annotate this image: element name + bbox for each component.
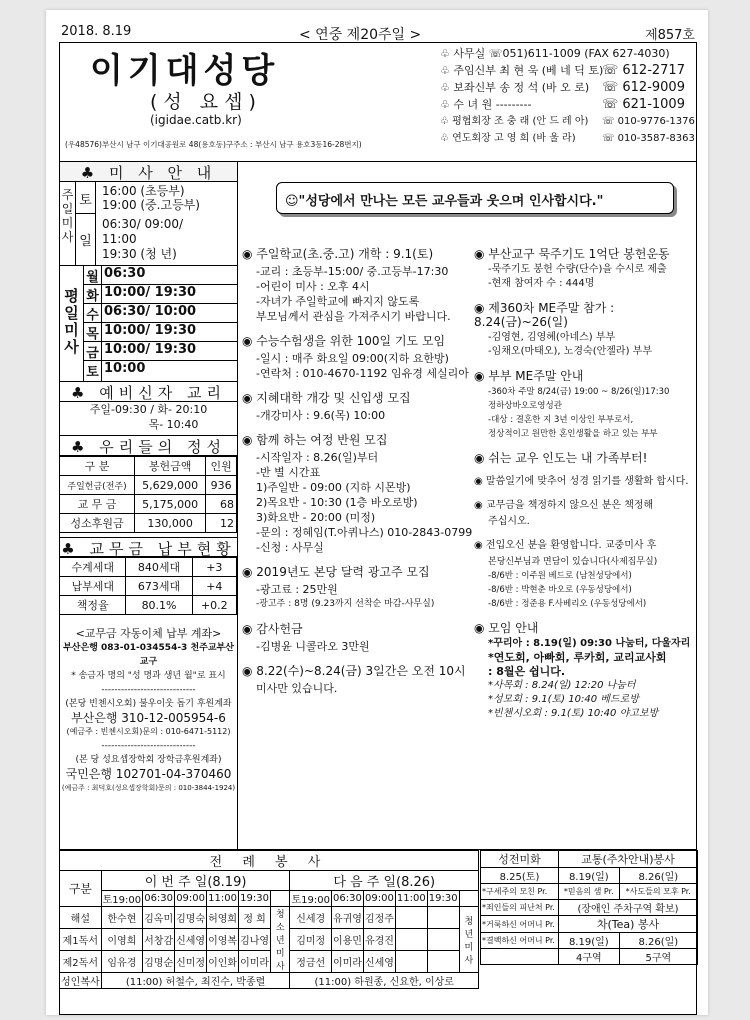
weekday-row: [84, 285, 237, 304]
saturday-label: 토: [76, 182, 96, 214]
parish-address: (우48576)부산시 남구 이기대공원로 48(용호동)구주소 : 부산시 남구 용호3동16-28번지): [65, 140, 362, 149]
weekday-name: 토: [84, 361, 102, 382]
parking-date: 8.26(일): [619, 868, 697, 884]
catechumen-schedule: [60, 402, 237, 436]
name-cell: 이인화: [207, 951, 239, 973]
mass-time: 06:30/ 09:00/: [102, 217, 184, 231]
bank-line: (본당 빈첸시오회) 불우이웃 돕기 후원계좌: [65, 699, 232, 709]
name-cell: 이용민: [331, 929, 363, 951]
notice-line: -시작일자 : 8.26(일)부터: [256, 451, 379, 464]
mass-time: 19:30 (청 년): [102, 247, 177, 261]
contact-label: ♧ 연도회장 고 영 희 (바 울 라): [440, 133, 576, 144]
this-week-header: 이 번 주 일(8.19): [101, 871, 290, 891]
name-cell: 정금선: [290, 951, 331, 973]
notice-line: 주십시오.: [488, 516, 530, 527]
contact-row: [440, 130, 695, 147]
notice-line: : 8월은 쉽니다.: [488, 665, 566, 678]
name-cell: 이미라: [331, 951, 363, 973]
notice-line: -대상 : 결혼한 지 3년 이상인 부부로서,: [488, 415, 634, 425]
contact-label: ♧ 사무실 ☏051)611-1009 (FAX 627-4030): [440, 47, 670, 60]
tea-date: 8.19(일): [559, 933, 620, 949]
notice-heading: ◉ 수능수험생을 위한 100일 기도 모임: [242, 334, 446, 348]
tea-date: 8.26(일): [619, 933, 697, 949]
weekday-row: [84, 304, 237, 323]
bank-line: (예금주 : 빈첸시오회)문의 : 010-6471-5112): [66, 727, 231, 736]
notice-item: [242, 565, 470, 612]
time-cell: 토19:00: [101, 891, 142, 907]
parking-cell: *믿음의 샘 Pr.: [559, 884, 620, 900]
notice-heading: ◉ 쉬는 교우 인도는 내 가족부터!: [474, 451, 648, 465]
bank-line: 부산은행 083-01-034554-3 천주교부산교구: [63, 643, 234, 667]
notice-line: -개강미사 : 9.6(목) 10:00: [256, 409, 386, 422]
contact-row: [440, 79, 695, 96]
contact-phone: ☏ 621-1009: [602, 97, 685, 112]
time-cell: 06:30: [143, 891, 175, 907]
contacts-list: [440, 45, 695, 147]
time-cell: 토19:00: [290, 891, 331, 907]
contact-label: ♧ 수 녀 원 ---------: [440, 98, 532, 111]
pray-cell: *구세주의 모친 Pr.: [481, 884, 559, 900]
mass-time: 19:00 (중.고등부): [102, 198, 200, 212]
offering-row: [60, 514, 237, 533]
issue-number: 제857호: [645, 28, 695, 43]
notice-heading: ◉ 제360차 ME주말 참가 : 8.24(금)~26(일): [474, 301, 615, 329]
weekday-row: [84, 266, 237, 285]
parking-date: 8.19(일): [559, 868, 620, 884]
contact-row: [440, 62, 695, 79]
weekday-time: 10:00/ 19:30: [104, 342, 197, 357]
contact-phone: ☏ 612-2717: [602, 63, 685, 78]
pray-cell: *결백하신 어머니 Pr.: [481, 933, 559, 949]
role-label: 제2독서: [60, 951, 102, 973]
offering-cell: 936: [206, 476, 237, 495]
weekday-time: 10:00/ 19:30: [104, 285, 197, 300]
youth-mass-label: 청소년미사: [271, 907, 290, 973]
helpers-next-week: (11:00) 하원종, 신요한, 이상로: [290, 973, 479, 989]
name-cell: 김옥미: [143, 907, 175, 929]
bank-line: -----------------------------: [101, 685, 196, 695]
notice-item: [242, 247, 470, 324]
gubun-header: 구분: [60, 871, 102, 907]
time-cell: 11:00: [207, 891, 239, 907]
pray-cell: *거룩하신 어머니 Pr.: [481, 916, 559, 933]
bank-line: (예금주 : 최덕호(성요셉장학회)문의 : 010-3844-1924): [61, 784, 236, 792]
weekday-name: 수: [84, 304, 102, 322]
notice-line: -광고주 : 8명 (9.23까지 선착순 마감-사무실): [256, 599, 435, 609]
name-cell: 이영희: [101, 929, 142, 951]
name-cell: 유귀영: [331, 907, 363, 929]
weekday-time: 10:00/ 19:30: [104, 323, 197, 338]
offering-row: [60, 476, 237, 495]
notice-line: *빈첸시오회 : 9.1(토) 10:40 야고보방: [488, 708, 659, 719]
name-cell: 신세영: [175, 929, 207, 951]
name-cell: 신세영: [363, 951, 395, 973]
dues-cell: +3: [192, 558, 236, 577]
column-header: 봉헌금액: [135, 457, 206, 476]
notice-item: [474, 621, 696, 721]
notice-line: *꾸리아 : 8.19(일) 09:30 나눔터, 다울자리: [488, 638, 691, 649]
notice-line: -8/6반 : 정준용 F.사베리오 (우동성당에서): [488, 599, 647, 609]
bank-accounts: [60, 627, 237, 795]
service-section: [59, 850, 697, 1015]
time-cell: 19:30: [239, 891, 271, 907]
dues-cell: 80.1%: [126, 596, 192, 615]
time-cell: 09:00: [363, 891, 395, 907]
contact-row: [440, 45, 695, 62]
notice-line: 부모님께서 관심을 가져주시기 바랍니다.: [256, 310, 451, 323]
dues-table: [60, 557, 237, 615]
weekday-mass-label: 평일미사: [60, 266, 84, 382]
offering-table: [60, 456, 237, 533]
notice-item: [242, 334, 470, 381]
next-week-header: 다 음 주 일(8.26): [290, 871, 479, 891]
pray-title: 성전미화: [481, 851, 559, 868]
name-cell: 김명숙: [175, 907, 207, 929]
notice-line: -8/6반 : 이주원 베드로 (남천성당에서): [488, 571, 632, 581]
notice-item: [474, 369, 696, 441]
offering-cell: 68: [206, 495, 237, 514]
service-row: [60, 951, 479, 973]
notice-item: [474, 539, 696, 611]
catechumen-line: 목- 10:40: [148, 418, 199, 431]
notice-item: [242, 391, 470, 423]
notice-line: *성모회 : 9.1(토) 10:40 베드로방: [488, 694, 639, 705]
weekday-rows: [84, 266, 237, 382]
dues-cell: 수계세대: [60, 558, 126, 577]
contact-phone: ☏ 010-3587-8363: [602, 133, 695, 144]
notice-heading: ◉ 8.22(수)~8.24(금) 3일간은 오전 10시: [242, 664, 466, 678]
notice-heading: ◉ 모임 안내: [474, 621, 539, 635]
liturgy-service-table: [59, 850, 479, 989]
dues-cell: 책정율: [60, 596, 126, 615]
service-row: [60, 929, 479, 951]
liturgical-week: < 연중 제20주일 >: [299, 27, 422, 43]
time-cell: 11:00: [395, 891, 427, 907]
name-cell: 서창감: [143, 929, 175, 951]
issue-date: 2018. 8.19: [61, 24, 132, 39]
mass-time: 16:00 (초등부): [102, 184, 185, 198]
notice-line: 2)목요반 - 10:30 (1층 바오로방): [256, 496, 418, 509]
notice-line: -현재 참여자 수 : 444명: [488, 278, 595, 289]
column-header: 구 분: [60, 457, 135, 476]
notice-line: 정하상바오로영성관: [488, 401, 562, 411]
notice-heading: ◉ 주일학교(초.중.고) 개학 : 9.1(토): [242, 247, 434, 261]
name-cell: 신세경: [290, 907, 331, 929]
notice-line: *연도회, 아빠회, 루카회, 교리교사회: [488, 651, 667, 664]
dues-row: [60, 596, 237, 615]
tea-cell: 5구역: [619, 949, 697, 965]
role-label: 제1독서: [60, 929, 102, 951]
bank-line: 부산은행 310-12-005954-6: [71, 711, 226, 725]
notice-line: -신청 : 사무실: [256, 541, 324, 554]
offering-header-row: [60, 457, 237, 476]
offering-row: [60, 495, 237, 514]
sunday-label: 일: [76, 214, 96, 266]
weekday-name: 금: [84, 342, 102, 360]
header-bar: [59, 22, 697, 42]
notice-line: -문의 : 정혜임(T.아퀴나스) 010-2843-0799: [256, 526, 473, 539]
notice-line: 3)화요반 - 20:00 (미정): [256, 511, 376, 524]
masthead: [59, 42, 697, 162]
bank-line: * 송금자 명의 "성 명과 생년 월"로 표시: [71, 671, 226, 681]
name-cell: 유경진: [363, 929, 395, 951]
notice-heading: ◉ 말씀일기에 맞추어 성경 읽기를 생활화 합시다.: [474, 476, 689, 487]
notice-line: -묵주기도 봉헌 수량(단수)을 수시로 제출: [488, 264, 667, 275]
bank-line: <교무금 자동이체 납부 계좌>: [75, 627, 222, 640]
helpers-label: 성인복사: [60, 973, 102, 989]
notice-heading: ◉ 감사헌금: [242, 622, 303, 636]
notices-left: [242, 247, 473, 706]
contact-label: ♧ 평협회장 조 충 래 (안 드 레 아): [440, 116, 589, 127]
bulletin-page: [46, 10, 708, 1015]
notice-heading: ◉ 전입오신 분을 환영합니다. 교중미사 후: [474, 540, 657, 551]
parking-cell: *사도들의 모후 Pr.: [619, 884, 697, 900]
helpers-row: [60, 973, 479, 989]
name-cell: 허영희: [207, 907, 239, 929]
service-row: [60, 907, 479, 929]
offering-cell: 130,000: [135, 514, 206, 533]
notice-line: 본당신부님과 면담이 있습니다(사제집무실): [488, 557, 658, 567]
notice-line: 미사만 있습니다.: [256, 682, 338, 695]
notice-line: -반 별 시간표: [256, 466, 321, 479]
side-service-table: [480, 850, 698, 965]
parking-note: (장애인 주차구역 확보): [559, 900, 698, 916]
notices-right: [474, 247, 696, 731]
name-cell: 김나영: [239, 929, 271, 951]
right-column: [238, 162, 698, 850]
offering-cell: 5,175,000: [135, 495, 206, 514]
name-cell: 정 희: [239, 907, 271, 929]
offering-cell: 교 무 금: [60, 495, 135, 514]
mass-guide-title: ♣ 미 사 안 내: [60, 162, 237, 182]
weekday-row: [84, 342, 237, 361]
notice-line: -연락처 : 010-4670-1192 임유경 세실리아: [256, 367, 469, 380]
notice-heading: ◉ 부부 ME주말 안내: [474, 369, 584, 383]
dues-row: [60, 558, 237, 577]
bank-line: -----------------------------: [101, 741, 196, 751]
service-title: 전 례 봉 사: [60, 851, 479, 871]
contact-row: [440, 96, 695, 113]
sunday-mass: [60, 182, 237, 266]
offering-title: ♣ 우리들의 정성: [60, 436, 237, 456]
offering-cell: 성소후원금: [60, 514, 135, 533]
notice-heading: ◉ 교무금을 책정하지 않으신 분은 책정해: [474, 500, 654, 511]
notice-item: [474, 475, 696, 489]
dues-cell: 840세대: [126, 558, 192, 577]
weekday-mass: [60, 266, 237, 382]
weekday-name: 월: [84, 266, 102, 284]
contact-phone: ☏ 612-9009: [602, 80, 685, 95]
notice-line: -자녀가 주일학교에 빠지지 않도록: [256, 295, 420, 308]
notice-item: [474, 451, 696, 465]
name-cell: 김미정: [290, 929, 331, 951]
main-body: [59, 162, 697, 850]
tea-title: 차(Tea) 봉사: [559, 916, 698, 933]
notice-line: -김병윤 니콜라오 3만원: [256, 640, 370, 653]
helpers-this-week: (11:00) 허철수, 최진수, 박종렬: [101, 973, 290, 989]
notice-line: -광고료 : 25만원: [256, 583, 338, 596]
name-cell: 김명순: [143, 951, 175, 973]
notice-line: -360차 주말 8/24(금) 19:00 ~ 8/26(일)17:30: [488, 387, 670, 397]
notice-line: -8/6반 : 박현춘 바오로 (우동성당에서): [488, 585, 632, 595]
name-cell: 신미정: [175, 951, 207, 973]
role-label: 해설: [60, 907, 102, 929]
weekday-time: 10:00: [104, 361, 146, 376]
weekday-time: 06:30: [104, 266, 146, 281]
notice-item: [474, 499, 696, 529]
notice-line: -일시 : 매주 화요일 09:00(지하 요한방): [256, 352, 449, 365]
name-cell: 이영복: [207, 929, 239, 951]
notice-heading: ◉ 부산교구 묵주기도 1억단 봉헌운동: [474, 247, 670, 261]
dues-row: [60, 577, 237, 596]
time-cell: 19:30: [427, 891, 459, 907]
offering-cell: 5,629,000: [135, 476, 206, 495]
notice-item: [474, 247, 696, 291]
time-cell: 06:30: [331, 891, 363, 907]
notice-line: 1)주일반 - 09:00 (지하 시몬방): [256, 481, 411, 494]
notice-line: -어린이 미사 : 오후 4시: [256, 280, 370, 293]
notice-item: [242, 622, 470, 654]
bank-line: (본 당 성요셉장학회 장학금후원계좌): [75, 755, 222, 765]
bulletin-sheet: [59, 22, 697, 1015]
notice-line: 정상적이고 원만한 혼인생활을 하고 있는 부부: [488, 429, 658, 439]
dues-cell: +0.2: [192, 596, 236, 615]
left-column: [60, 162, 238, 850]
pray-date: 8.25(토): [481, 868, 559, 884]
notice-item: [474, 301, 696, 359]
dues-title: ♣ 교무금 납부현황: [60, 537, 237, 557]
notice-item: [242, 664, 470, 696]
offering-cell: 12: [206, 514, 237, 533]
contact-row: [440, 113, 695, 130]
contact-label: ♧ 주임신부 최 현 욱 (베 네 딕 토): [440, 64, 604, 77]
parish-patron: (성 요셉): [150, 91, 262, 113]
name-cell: 임유경: [101, 951, 142, 973]
sunday-times: [102, 217, 183, 262]
name-cell: 이미라: [239, 951, 271, 973]
offering-cell: 주일헌금(전주): [60, 476, 135, 495]
catechumen-line: 주일-09:30 / 화- 20:10: [89, 403, 208, 416]
notice-heading: ◉ 함께 하는 여정 반원 모집: [242, 433, 388, 447]
notice-heading: ◉ 지혜대학 개강 및 신입생 모집: [242, 391, 411, 405]
notice-line: *사목회 : 8.24(일) 12:20 나눔터: [488, 680, 636, 691]
contact-label: ♧ 보좌신부 송 정 석 (바 오 로): [440, 81, 590, 94]
dues-cell: 납부세대: [60, 577, 126, 596]
parish-name: 이기대성당: [90, 51, 280, 91]
contact-phone: ☏ 010-9776-1376: [602, 116, 695, 127]
dues-cell: +4: [192, 577, 236, 596]
sunday-mass-label: 주일미사: [60, 182, 76, 266]
notice-item: [242, 433, 473, 555]
time-cell: 09:00: [175, 891, 207, 907]
bank-line: 국민은행 102701-04-370460: [65, 767, 232, 781]
catechumen-title: ♣ 예비신자 교리: [60, 382, 237, 402]
weekday-time: 06:30/ 10:00: [104, 304, 197, 319]
notice-line: -김영현, 김영혜(아네스) 부부: [488, 332, 616, 343]
weekday-row: [84, 323, 237, 342]
name-cell: 한수현: [101, 907, 142, 929]
pray-cell: *죄인들의 피난처 Pr.: [481, 900, 559, 916]
parking-title: 교통(주차안내)봉사: [559, 851, 698, 868]
notice-heading: ◉ 2019년도 본당 달력 광고주 모집: [242, 565, 430, 579]
saturday-times: [102, 184, 200, 212]
name-cell: 김정주: [363, 907, 395, 929]
greeting-banner: ☺"성당에서 만나는 모든 교우들과 웃으며 인사합시다.": [276, 182, 674, 214]
tea-cell: 4구역: [559, 949, 620, 965]
weekday-name: 화: [84, 285, 102, 303]
young-adult-mass-label: 청년미사: [459, 907, 478, 973]
parish-url[interactable]: (igidae.catb.kr): [150, 113, 242, 127]
notice-line: -교리 : 초등부-15:00/ 중.고등부-17:30: [256, 265, 449, 278]
weekday-row: [84, 361, 237, 382]
notice-line: -임채오(마태오), 노경숙(안젤라) 부부: [488, 346, 652, 357]
weekday-name: 목: [84, 323, 102, 341]
column-header: 인원: [206, 457, 237, 476]
mass-time: 11:00: [102, 232, 137, 246]
dues-cell: 673세대: [126, 577, 192, 596]
